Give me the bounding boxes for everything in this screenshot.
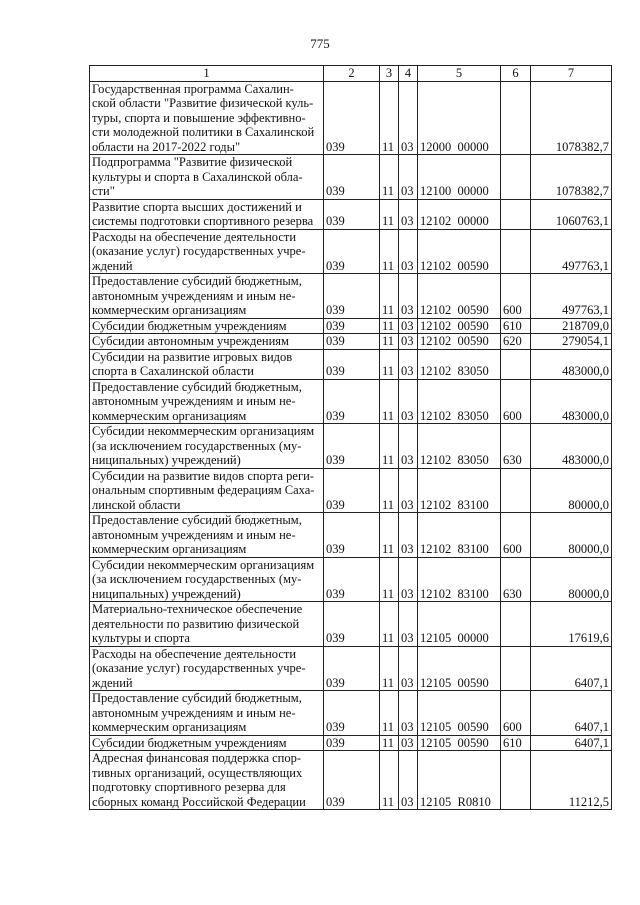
row-c6-cell [501,602,531,647]
row-c3-cell: 11 [380,199,399,229]
row-c7-cell: 6407,1 [531,691,612,736]
row-c4-cell: 03 [399,274,418,319]
row-c6-cell [501,349,531,379]
header-cell: 6 [501,66,531,82]
row-c3-cell: 11 [380,334,399,350]
row-name-cell: Субсидии некоммерческим организациям (за исключением государственных (му- ниципальных) учреждений) [90,557,324,602]
row-name-cell: Предоставление субсидий бюджетным, автономным учреждениям и иным не- коммерческим организациям [90,513,324,558]
row-name-cell: Субсидии автономным учреждениям [90,334,324,350]
row-c5-cell: 12105 00590 [418,735,501,751]
row-c7-cell: 497763,1 [531,274,612,319]
row-c4-cell: 03 [399,199,418,229]
row-c2-cell: 039 [324,691,380,736]
table-row [90,735,612,751]
row-c3-cell: 11 [380,379,399,424]
row-c2-cell: 039 [324,646,380,691]
table-row [90,199,612,229]
row-c6-cell: 610 [501,318,531,334]
header-row [90,66,612,82]
row-c7-cell: 80000,0 [531,513,612,558]
row-c4-cell: 03 [399,349,418,379]
row-c3-cell: 11 [380,557,399,602]
row-c3-cell: 11 [380,751,399,810]
row-c2-cell: 039 [324,318,380,334]
table-row [90,379,612,424]
row-c4-cell: 03 [399,468,418,513]
row-c2-cell: 039 [324,199,380,229]
row-c3-cell: 11 [380,468,399,513]
row-c5-cell: 12102 83050 [418,424,501,469]
row-c3-cell: 11 [380,81,399,155]
row-c4-cell: 03 [399,646,418,691]
row-c3-cell: 11 [380,735,399,751]
header-cell: 4 [399,66,418,82]
row-c5-cell: 12105 00590 [418,691,501,736]
row-c3-cell: 11 [380,318,399,334]
row-c5-cell: 12105 R0810 [418,751,501,810]
row-c4-cell: 03 [399,557,418,602]
header-cell: 5 [418,66,501,82]
header-cell: 1 [90,66,324,82]
table-row [90,274,612,319]
table-row [90,81,612,155]
row-c5-cell: 12102 00590 [418,274,501,319]
row-name-cell: Расходы на обеспечение деятельности (оказание услуг) государственных учре- ждений [90,646,324,691]
row-c3-cell: 11 [380,155,399,200]
row-c3-cell: 11 [380,513,399,558]
row-c6-cell [501,646,531,691]
row-c2-cell: 039 [324,274,380,319]
row-c7-cell: 483000,0 [531,424,612,469]
row-c4-cell: 03 [399,334,418,350]
row-c7-cell: 279054,1 [531,334,612,350]
header-cell: 2 [324,66,380,82]
row-name-cell: Предоставление субсидий бюджетным, автономным учреждениям и иным не- коммерческим организациям [90,691,324,736]
row-name-cell: Государственная программа Сахалин- ской области "Развитие физической куль- туры, спорта и повышение эффективно- сти молодежной политики в Сахалинской области на 2017-2022 годы" [90,81,324,155]
row-c2-cell: 039 [324,751,380,810]
table-row [90,334,612,350]
page-number: 775 [310,36,330,51]
row-c6-cell [501,199,531,229]
row-c6-cell [501,155,531,200]
row-c4-cell: 03 [399,602,418,647]
row-c6-cell: 600 [501,379,531,424]
row-c3-cell: 11 [380,646,399,691]
row-name-cell: Субсидии некоммерческим организациям (за исключением государственных (му- ниципальных) учреждений) [90,424,324,469]
table-row [90,751,612,810]
row-c4-cell: 03 [399,318,418,334]
row-c5-cell: 12000 00000 [418,81,501,155]
row-c2-cell: 039 [324,468,380,513]
table-row [90,424,612,469]
row-name-cell: Подпрограмма "Развитие физической культуры и спорта в Сахалинской обла- сти" [90,155,324,200]
row-c2-cell: 039 [324,557,380,602]
row-c7-cell: 1078382,7 [531,81,612,155]
row-c6-cell: 620 [501,334,531,350]
row-name-cell: Субсидии на развитие видов спорта реги- ональным спортивным федерациям Саха- линской области [90,468,324,513]
row-c5-cell: 12102 00000 [418,199,501,229]
table-row [90,646,612,691]
row-name-cell: Расходы на обеспечение деятельности (оказание услуг) государственных учре- ждений [90,229,324,274]
row-c6-cell: 610 [501,735,531,751]
row-name-cell: Субсидии бюджетным учреждениям [90,735,324,751]
row-c5-cell: 12102 83100 [418,557,501,602]
row-c2-cell: 039 [324,334,380,350]
row-c7-cell: 218709,0 [531,318,612,334]
table-row [90,155,612,200]
row-c3-cell: 11 [380,691,399,736]
row-c7-cell: 6407,1 [531,735,612,751]
row-c5-cell: 12105 00000 [418,602,501,647]
row-c6-cell: 600 [501,274,531,319]
row-c5-cell: 12102 00590 [418,229,501,274]
table-row [90,349,612,379]
row-c7-cell: 80000,0 [531,557,612,602]
row-c7-cell: 497763,1 [531,229,612,274]
row-c2-cell: 039 [324,735,380,751]
row-c3-cell: 11 [380,229,399,274]
row-c4-cell: 03 [399,424,418,469]
table-row [90,513,612,558]
row-c4-cell: 03 [399,751,418,810]
row-c6-cell: 600 [501,513,531,558]
row-c2-cell: 039 [324,424,380,469]
row-c5-cell: 12102 00590 [418,334,501,350]
header-cell: 3 [380,66,399,82]
row-c6-cell: 630 [501,424,531,469]
row-c7-cell: 1078382,7 [531,155,612,200]
table-row [90,557,612,602]
row-c7-cell: 17619,6 [531,602,612,647]
row-c5-cell: 12100 00000 [418,155,501,200]
row-c2-cell: 039 [324,229,380,274]
row-c5-cell: 12105 00590 [418,646,501,691]
row-c3-cell: 11 [380,424,399,469]
row-c3-cell: 11 [380,602,399,647]
row-c4-cell: 03 [399,155,418,200]
row-c6-cell [501,81,531,155]
row-c7-cell: 483000,0 [531,379,612,424]
row-c7-cell: 483000,0 [531,349,612,379]
row-c5-cell: 12102 83050 [418,349,501,379]
row-c3-cell: 11 [380,274,399,319]
row-c4-cell: 03 [399,229,418,274]
row-c6-cell: 630 [501,557,531,602]
row-c6-cell [501,468,531,513]
row-c2-cell: 039 [324,81,380,155]
row-c4-cell: 03 [399,81,418,155]
row-c2-cell: 039 [324,349,380,379]
row-name-cell: Адресная финансовая поддержка спор- тивных организаций, осуществляющих подготовку спортивного резерва для сборных команд Российской Федерации [90,751,324,810]
row-c5-cell: 12102 83100 [418,513,501,558]
row-c4-cell: 03 [399,513,418,558]
row-name-cell: Субсидии бюджетным учреждениям [90,318,324,334]
row-c5-cell: 12102 83100 [418,468,501,513]
row-name-cell: Предоставление субсидий бюджетным, автономным учреждениям и иным не- коммерческим организациям [90,379,324,424]
row-c2-cell: 039 [324,379,380,424]
row-c5-cell: 12102 83050 [418,379,501,424]
row-name-cell: Субсидии на развитие игровых видов спорта в Сахалинской области [90,349,324,379]
row-c4-cell: 03 [399,379,418,424]
row-name-cell: Предоставление субсидий бюджетным, автономным учреждениям и иным не- коммерческим организациям [90,274,324,319]
table-row [90,229,612,274]
row-c6-cell: 600 [501,691,531,736]
row-c5-cell: 12102 00590 [418,318,501,334]
row-c2-cell: 039 [324,602,380,647]
row-c7-cell: 80000,0 [531,468,612,513]
table-row [90,318,612,334]
row-c7-cell: 11212,5 [531,751,612,810]
table-row [90,602,612,647]
row-c2-cell: 039 [324,155,380,200]
table-row [90,468,612,513]
row-name-cell: Материально-техническое обеспечение деятельности по развитию физической культуры и спорта [90,602,324,647]
table-row [90,691,612,736]
budget-table [89,65,612,810]
row-c3-cell: 11 [380,349,399,379]
row-name-cell: Развитие спорта высших достижений и системы подготовки спортивного резерва [90,199,324,229]
row-c4-cell: 03 [399,735,418,751]
row-c7-cell: 6407,1 [531,646,612,691]
row-c2-cell: 039 [324,513,380,558]
row-c6-cell [501,751,531,810]
row-c4-cell: 03 [399,691,418,736]
row-c6-cell [501,229,531,274]
header-cell: 7 [531,66,612,82]
row-c7-cell: 1060763,1 [531,199,612,229]
